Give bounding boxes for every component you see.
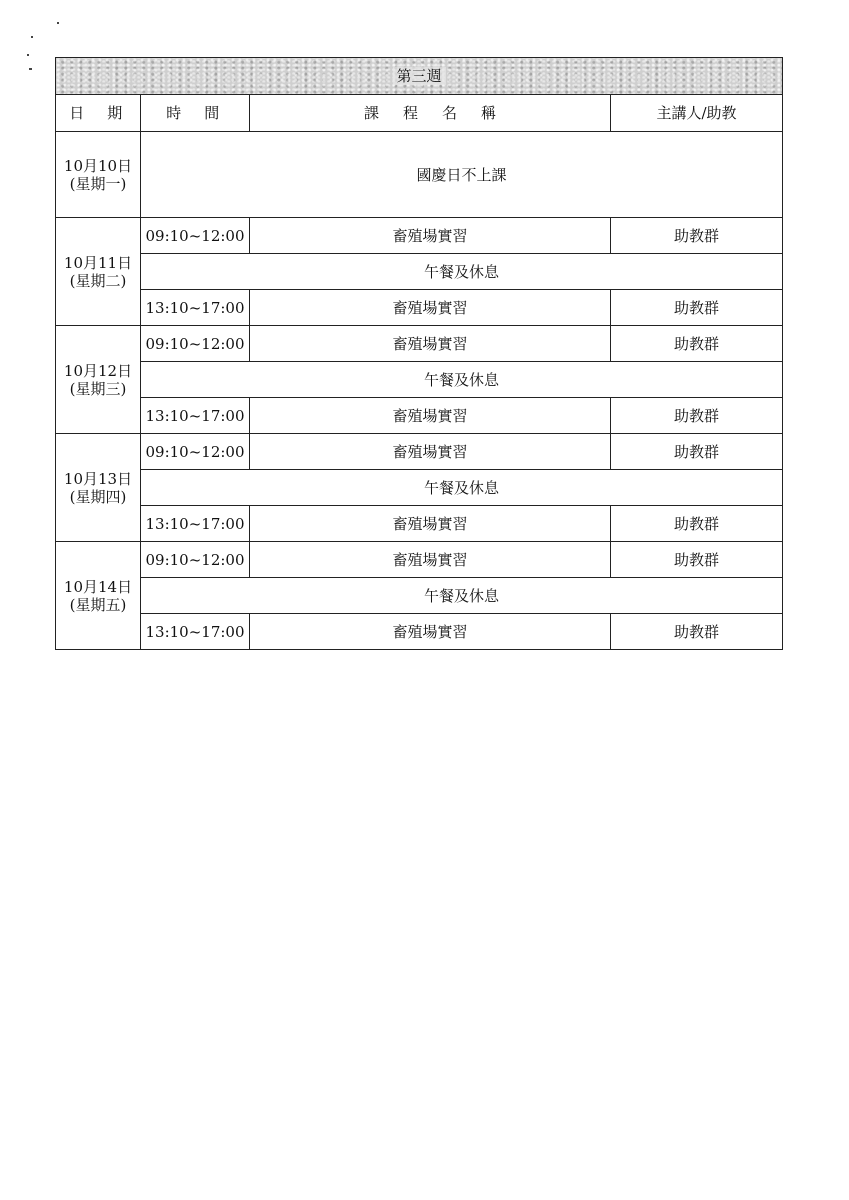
weekday-label: (星期五) — [69, 595, 127, 614]
morning-row — [56, 542, 783, 578]
lecturer-cell: 助教群 — [611, 326, 783, 362]
lecturer-cell: 助教群 — [611, 506, 783, 542]
date-label: 10月13日 — [63, 469, 133, 488]
date-label: 10月12日 — [63, 361, 133, 380]
break-row — [56, 362, 783, 398]
break-cell: 午餐及休息 — [141, 254, 783, 290]
header-row — [56, 95, 783, 132]
lecturer-cell: 助教群 — [611, 614, 783, 650]
header-date: 日 期 — [56, 95, 141, 132]
course-cell: 畜殖場實習 — [250, 326, 611, 362]
time-cell: 13:10~17:00 — [141, 398, 250, 434]
morning-row — [56, 218, 783, 254]
header-time: 時 間 — [141, 95, 250, 132]
date-label: 10月14日 — [63, 577, 133, 596]
date-label: 10月11日 — [63, 253, 133, 272]
break-cell: 午餐及休息 — [141, 362, 783, 398]
lecturer-cell: 助教群 — [611, 542, 783, 578]
weekday-label: (星期二) — [69, 271, 127, 290]
time-cell: 09:10~12:00 — [141, 218, 250, 254]
break-cell: 午餐及休息 — [141, 470, 783, 506]
course-cell: 畜殖場實習 — [250, 218, 611, 254]
header-course: 課程名稱 — [250, 95, 611, 132]
time-cell: 09:10~12:00 — [141, 542, 250, 578]
time-cell: 09:10~12:00 — [141, 434, 250, 470]
afternoon-row — [56, 398, 783, 434]
date-cell — [56, 218, 141, 326]
lecturer-cell: 助教群 — [611, 434, 783, 470]
day-row — [56, 132, 783, 218]
header-lecturer: 主講人/助教 — [611, 95, 783, 132]
lecturer-cell: 助教群 — [611, 218, 783, 254]
morning-row — [56, 326, 783, 362]
course-cell: 畜殖場實習 — [250, 290, 611, 326]
break-cell: 午餐及休息 — [141, 578, 783, 614]
afternoon-row — [56, 614, 783, 650]
week-title-row — [56, 58, 783, 95]
week-title: 第三週 — [56, 58, 783, 95]
morning-row — [56, 434, 783, 470]
week-schedule-table — [55, 57, 783, 650]
lecturer-cell: 助教群 — [611, 290, 783, 326]
holiday-note: 國慶日不上課 — [141, 132, 783, 218]
time-cell: 09:10~12:00 — [141, 326, 250, 362]
date-cell — [56, 434, 141, 542]
course-cell: 畜殖場實習 — [250, 542, 611, 578]
course-cell: 畜殖場實習 — [250, 434, 611, 470]
course-cell: 畜殖場實習 — [250, 398, 611, 434]
course-cell: 畜殖場實習 — [250, 614, 611, 650]
afternoon-row — [56, 290, 783, 326]
time-cell: 13:10~17:00 — [141, 506, 250, 542]
weekday-label: (星期一) — [69, 174, 127, 193]
break-row — [56, 470, 783, 506]
lecturer-cell: 助教群 — [611, 398, 783, 434]
weekday-label: (星期三) — [69, 379, 127, 398]
date-cell — [56, 132, 141, 218]
break-row — [56, 578, 783, 614]
date-cell — [56, 542, 141, 650]
weekday-label: (星期四) — [69, 487, 127, 506]
break-row — [56, 254, 783, 290]
course-cell: 畜殖場實習 — [250, 506, 611, 542]
afternoon-row — [56, 506, 783, 542]
date-label: 10月10日 — [63, 156, 133, 175]
time-cell: 13:10~17:00 — [141, 290, 250, 326]
time-cell: 13:10~17:00 — [141, 614, 250, 650]
date-cell — [56, 326, 141, 434]
